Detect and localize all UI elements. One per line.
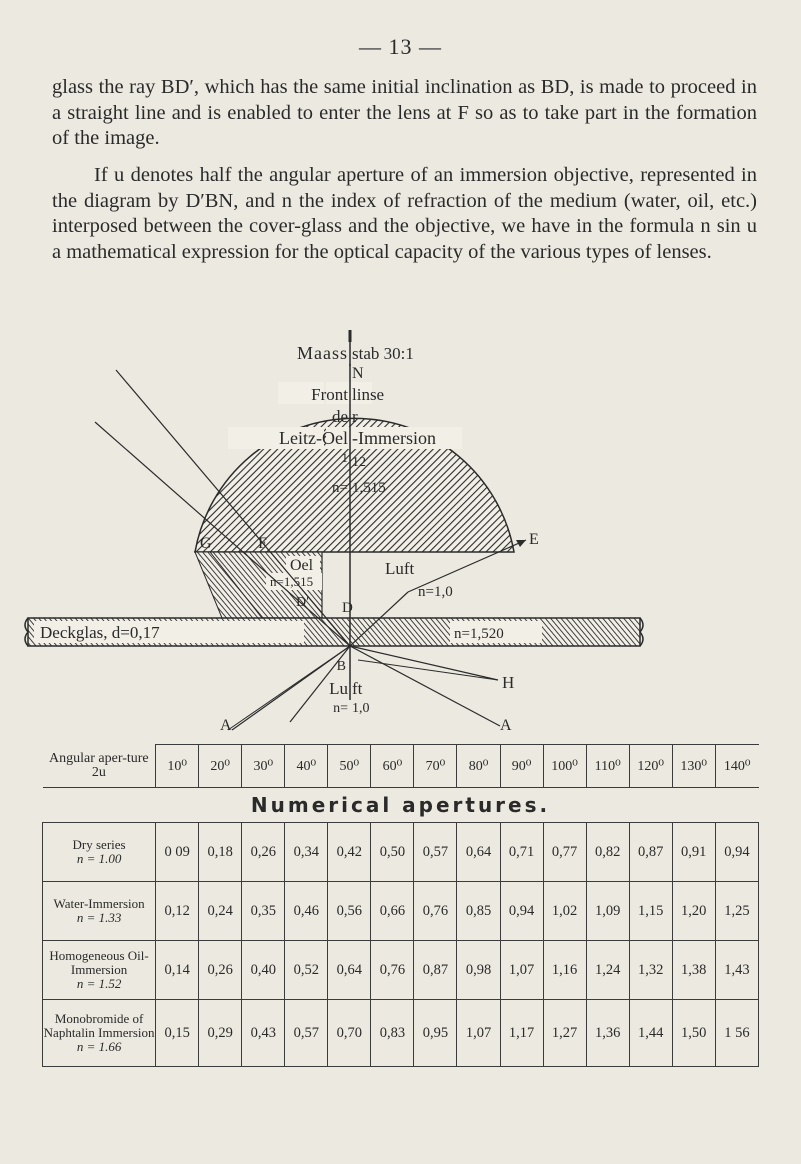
table-cell: 0,34 [285,823,328,882]
figure-label: 1,0 [352,701,370,716]
figure-label: Luft [385,559,415,578]
table-cell: 1,25 [715,882,758,941]
figure-label: B [336,659,346,674]
table-cell: 0,94 [500,882,543,941]
table-cell: 1,44 [629,1000,672,1067]
figure-label: n=1,0 [418,584,453,600]
table-cell: 1,17 [500,1000,543,1067]
table-cell: 1,07 [500,941,543,1000]
table-cell: 80⁰ [457,745,500,788]
figure-label: -Immersion [352,428,436,448]
table-cell: 0,43 [242,1000,285,1067]
figure-label: n=1,515 [270,574,314,589]
table-cell: 1,43 [715,941,758,1000]
table-cell: 1,20 [672,882,715,941]
numerical-aperture-table [42,744,759,1067]
table-cell: 0,85 [457,882,500,941]
table-cell: 0,26 [199,941,242,1000]
table-cell: 10⁰ [156,745,199,788]
figure-label: 12 [352,455,366,470]
table-cell: 60⁰ [371,745,414,788]
immersion-diagram [0,330,801,740]
figure-label: F [258,535,267,552]
figure-label: A [500,717,512,734]
table-cell: 0,76 [414,882,457,941]
table-cell: 0,52 [285,941,328,1000]
table-cell: 1,32 [629,941,672,1000]
figure-label: 1 [341,450,348,465]
figure-label: n= [333,701,348,716]
table-cell: 0,24 [199,882,242,941]
figure-label: A [220,717,232,734]
table-cell: 0,26 [242,823,285,882]
table-cell: 0,70 [328,1000,371,1067]
figure-label: H [502,673,515,692]
figure-label: r [352,407,358,426]
table-cell: 0,14 [156,941,199,1000]
table-cell: 0,91 [672,823,715,882]
figure-label: linse [352,385,385,404]
table-cell: 0,42 [328,823,371,882]
table-cell: 0,18 [199,823,242,882]
table-cell: 0,87 [629,823,672,882]
table-cell: 70⁰ [414,745,457,788]
table-cell: 0,35 [242,882,285,941]
table-cell: 140⁰ [715,745,758,788]
table-cell: 130⁰ [672,745,715,788]
scale-label: Maass [297,343,348,363]
table-cell: 0,56 [328,882,371,941]
table-cell: 30⁰ [242,745,285,788]
table-cell: 0,50 [371,823,414,882]
table-cell: 0,66 [371,882,414,941]
figure-label: Lu [329,679,348,698]
table-cell: 0,77 [543,823,586,882]
table-header-row [43,745,759,788]
figure-label: n= [332,480,348,496]
table-cell: 1,02 [543,882,586,941]
table-row: Water-Immersion n = 1.33 0,12 0,24 0,35 0,46 0,56 0,66 0,76 0,85 0,94 1,02 1,09 1,15 1,20 1,25 [43,882,759,941]
table-cell: 1,36 [586,1000,629,1067]
figure-label: Leitz-Oel [279,428,348,448]
table-cell: 0,98 [457,941,500,1000]
figure-label: Front [311,385,348,404]
table-cell: 110⁰ [586,745,629,788]
table-cell: 50⁰ [328,745,371,788]
angle-header: Angular aper-ture 2u [43,745,156,788]
table-cell: 0,95 [414,1000,457,1067]
table-cell: 0,57 [285,1000,328,1067]
table-cell: 1,07 [457,1000,500,1067]
table-cell: 0,40 [242,941,285,1000]
table-row: Homogeneous Oil-Immersion n = 1.52 0,14 0,26 0,40 0,52 0,64 0,76 0,87 0,98 1,07 1,16 1,24 1,32 1,38 1,43 [43,941,759,1000]
figure-label: D′ [296,595,310,610]
figure-label: N [352,365,364,382]
table-cell: 100⁰ [543,745,586,788]
figure-label: ft [352,679,363,698]
table-cell: 40⁰ [285,745,328,788]
table-cell: 1 56 [715,1000,758,1067]
table-cell: 0 09 [156,823,199,882]
table-cell: 1,16 [543,941,586,1000]
table-cell: 0,64 [457,823,500,882]
table-cell: 20⁰ [199,745,242,788]
table-cell: 0,29 [199,1000,242,1067]
table-cell: 1,09 [586,882,629,941]
table-cell: 0,12 [156,882,199,941]
section-title: Numerical apertures. [43,788,759,823]
table-cell: 120⁰ [629,745,672,788]
table-cell: 0,83 [371,1000,414,1067]
table-cell: 0,87 [414,941,457,1000]
table-cell: 1,24 [586,941,629,1000]
figure-label: D [342,600,353,616]
table-cell: 0,71 [500,823,543,882]
table-cell: 0,46 [285,882,328,941]
table-cell: 0,76 [371,941,414,1000]
figure-label: de [331,407,348,426]
table-cell: 1,38 [672,941,715,1000]
figure-label: Oel [290,557,314,574]
table-row: Dry series n = 1.00 0 09 0,18 0,26 0,34 0,42 0,50 0,57 0,64 0,71 0,77 0,82 0,87 0,91 0,94 [43,823,759,882]
cover-glass-label: Deckglas, d=0,17 [40,623,160,642]
page-number: — 13 — [359,34,442,59]
table-cell: 0,82 [586,823,629,882]
table-cell: 1,15 [629,882,672,941]
figure-label: 1,515 [352,480,386,496]
scale-label: stab 30:1 [352,344,414,363]
table-cell: 90⁰ [500,745,543,788]
figure-label: n=1,520 [454,626,504,642]
table-cell: 0,94 [715,823,758,882]
figure-label: E [529,531,539,548]
paragraph: glass the ray BD′, which has the same initial inclination as BD, is made to proceed in a straight line and is enabled to enter the lens at F so as to take part in the formation of the image. [52,76,757,149]
paragraph: If u denotes half the angular aperture of an immersion objective, represented in the diagram by D′BN, and n the index of refraction of the medium (water, oil, etc.) interposed between the cover-glass and the objective, we have in the formula n sin u a mathematical expression for the optical capacity of the various types of lenses. [52,164,757,263]
table-cell: 0,64 [328,941,371,1000]
table-cell: 0,57 [414,823,457,882]
table-row: Monobromide of Naphtalin Immersion n = 1.66 0,15 0,29 0,43 0,57 0,70 0,83 0,95 1,07 1,17 1,27 1,36 1,44 1,50 1 56 [43,1000,759,1067]
figure-label: G [200,535,212,552]
table-cell: 1,50 [672,1000,715,1067]
table-cell: 1,27 [543,1000,586,1067]
table-cell: 0,15 [156,1000,199,1067]
